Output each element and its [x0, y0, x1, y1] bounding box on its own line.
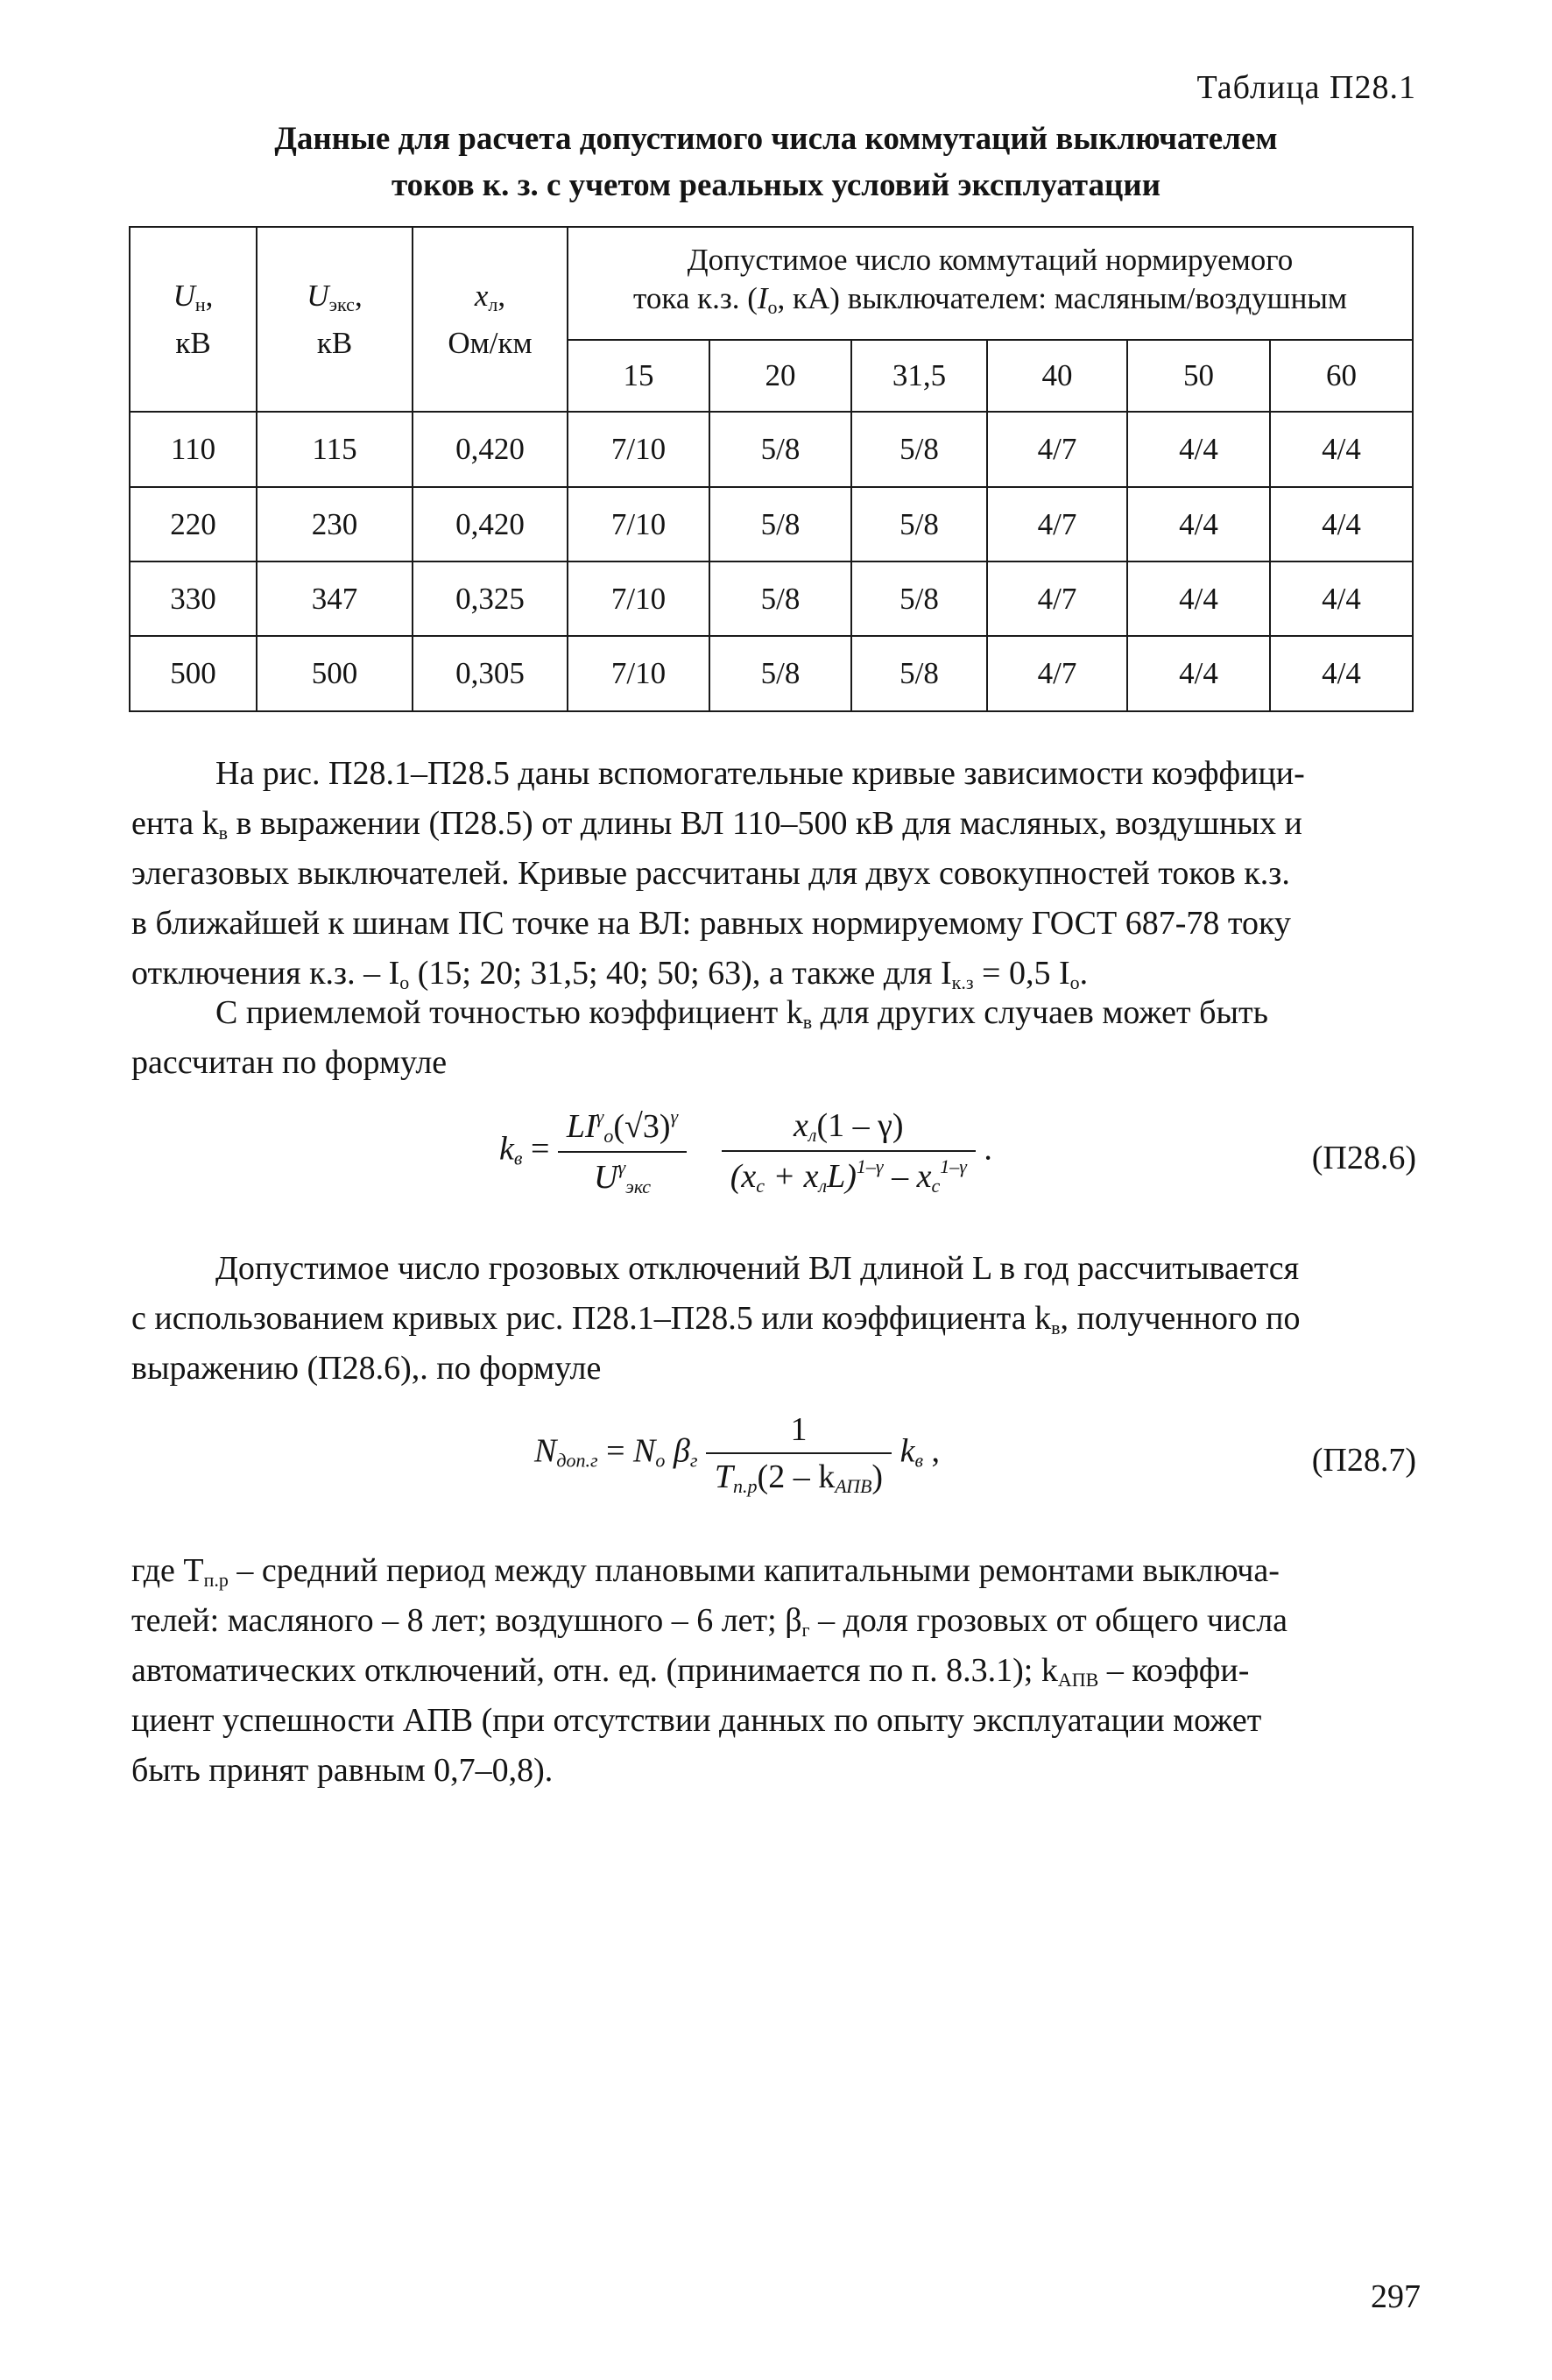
table-cell: 4/7	[987, 412, 1127, 487]
table-cell: 4/4	[1127, 487, 1270, 561]
table-cell: 0,325	[413, 561, 568, 636]
table-cell: 4/4	[1270, 636, 1413, 711]
table-title-line1: Данные для расчета допустимого числа коммутаций выключателем	[274, 121, 1278, 157]
table-cell: 500	[257, 636, 413, 711]
table-cell: 4/4	[1270, 412, 1413, 487]
table-cell: 4/4	[1270, 487, 1413, 561]
header-uek: $U_{экс}$, кВ	[257, 227, 413, 412]
table-cell: 0,305	[413, 636, 568, 711]
table-cell: 4/4	[1127, 561, 1270, 636]
table-row	[130, 561, 1413, 636]
table-cell: 5/8	[709, 636, 851, 711]
table-cell: 4/4	[1127, 636, 1270, 711]
table-row	[130, 487, 1413, 561]
table-cell: 7/10	[568, 412, 709, 487]
header-current: 20	[709, 340, 851, 412]
table-cell: 4/7	[987, 561, 1127, 636]
paragraph-1: На рис. П28.1–П28.5 даны вспомогательные кривые зависимости коэффици- ента $k_в$ в выражении (П28.5) от длины ВЛ 110–500 кВ для масляных, воздушных и элегазовых выключателей. Кривые рассчитаны для двух совокупностей токов к.з. в ближайшей к шинам ПС точке на ВЛ: равных нормируемому ГОСТ 687-78 току отключения к.з. – $I_о$ (15; 20; 31,5; 40; 50; 63), а также для $I_{к.з} = 0,5$ $I_о$.	[131, 755, 1305, 993]
header-current: 15	[568, 340, 709, 412]
table-cell: 5/8	[851, 487, 987, 561]
table-cell: 5/8	[709, 487, 851, 561]
header-current: 50	[1127, 340, 1270, 412]
formula-kv: $k_в$ = $\frac{LI^\gamma_о(√3)^\gamma}{U^\gamma_{экс}}$ $\frac{x_л(1 - \gamma)}{(x_с + x_лL)^{1-\gamma} - x_с^{1-\gamma}}$ .	[499, 1105, 992, 1197]
header-current: 31,5	[851, 340, 987, 412]
table-cell: 115	[257, 412, 413, 487]
header-xl: $x_л$, Ом/км	[413, 227, 568, 412]
formula-ndop: $N_{доп.г} = N_о$ $\beta_г$ $\frac{1}{T_{п.р}(2 - k_{АПВ})}$ $k_в$ ,	[534, 1411, 941, 1497]
table-cell: 110	[130, 412, 257, 487]
table-label: Таблица П28.1	[1196, 69, 1416, 106]
header-un: $U_н$, кВ	[130, 227, 257, 412]
header-current: 60	[1270, 340, 1413, 412]
formula-number-1: (П28.6)	[1311, 1140, 1416, 1176]
table-cell: 4/4	[1127, 412, 1270, 487]
header-group: Допустимое число коммутаций нормируемого тока к.з. ($I_о$, кА) выключателем: масляным/воздушным	[568, 227, 1413, 340]
table-cell: 0,420	[413, 412, 568, 487]
header-current: 40	[987, 340, 1127, 412]
table-cell: 500	[130, 636, 257, 711]
paragraph-2: С приемлемой точностью коэффициент $k_в$ для других случаев может быть рассчитан по формуле	[131, 994, 1268, 1081]
paragraph-3: Допустимое число грозовых отключений ВЛ длиной L в год рассчитывается с использованием кривых рис. П28.1–П28.5 или коэффициента $k_в$, полученного по выражению (П28.6),. по формуле	[131, 1250, 1301, 1387]
paragraph-4: где $T_{п.р}$ – средний период между плановыми капитальными ремонтами выключа- телей: масляного – 8 лет; воздушного – 6 лет; $\beta_г$ – доля грозовых от общего числа автоматических отключений, отн. ед. (принимается по п. 8.3.1); $k_{АПВ}$ – коэффи- циент успешности АПВ (при отсутствии данных по опыту эксплуатации может быть принят равным 0,7–0,8).	[131, 1552, 1288, 1789]
table-cell: 4/7	[987, 487, 1127, 561]
table-cell: 4/7	[987, 636, 1127, 711]
table-cell: 220	[130, 487, 257, 561]
table-cell: 330	[130, 561, 257, 636]
table-row	[130, 636, 1413, 711]
table-cell: 7/10	[568, 561, 709, 636]
table-cell: 0,420	[413, 487, 568, 561]
data-table	[129, 226, 1414, 712]
table-cell: 7/10	[568, 487, 709, 561]
table-cell: 5/8	[709, 561, 851, 636]
table-row	[130, 412, 1413, 487]
table-cell: 7/10	[568, 636, 709, 711]
table-cell: 5/8	[851, 412, 987, 487]
table-cell: 5/8	[851, 561, 987, 636]
table-cell: 230	[257, 487, 413, 561]
table-cell: 347	[257, 561, 413, 636]
table-cell: 5/8	[709, 412, 851, 487]
table-title-line2: токов к. з. с учетом реальных условий эксплуатации	[391, 167, 1161, 203]
table-cell: 4/4	[1270, 561, 1413, 636]
page-number: 297	[1371, 2278, 1421, 2315]
table-cell: 5/8	[851, 636, 987, 711]
formula-number-2: (П28.7)	[1311, 1442, 1416, 1479]
